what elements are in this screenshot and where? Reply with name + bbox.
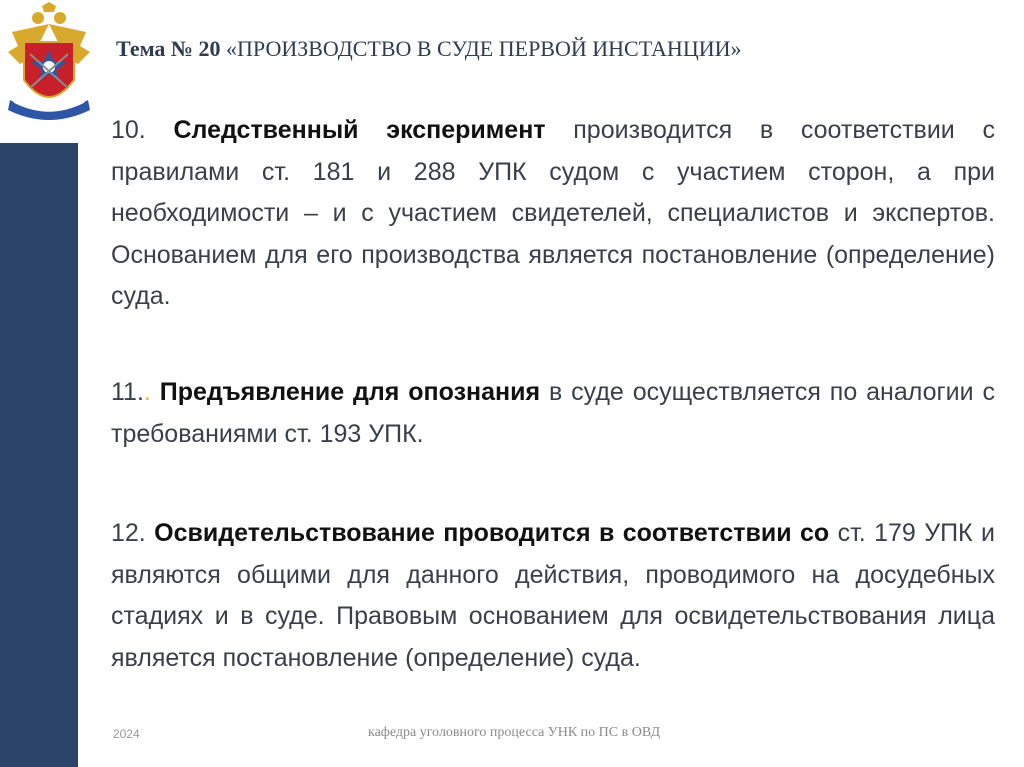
slide-title — [116, 36, 741, 62]
paragraph-term: Освидетельствование проводится в соответствии со — [154, 519, 830, 547]
paragraph-number: 12. — [111, 519, 146, 547]
paragraph-10 — [111, 110, 995, 318]
paragraph-12 — [111, 513, 995, 679]
paragraph-11 — [111, 372, 995, 455]
footer-department: кафедра уголовного процесса УНК по ПС в ОВД — [368, 725, 661, 740]
paragraph-term: Следственный эксперимент — [173, 116, 546, 144]
title-main: «ПРОИЗВОДСТВО В СУДЕ ПЕРВОЙ ИНСТАНЦИИ» — [226, 36, 742, 61]
paragraph-term: Предъявление для опознания — [159, 378, 541, 406]
paragraph-text: в суде осуществляется по аналогии с требованиями ст. 193 УПК. — [111, 378, 995, 448]
eagle-emblem-icon — [4, 2, 94, 126]
footer-year: 2024 — [113, 727, 140, 741]
title-prefix: Тема № 20 — [116, 36, 221, 61]
paragraph-number: 11. — [111, 378, 144, 406]
paragraph-text: производится в соответствии с правилами ст. 181 и 288 УПК судом с участием сторон, а при необходимости – и с участием свидетелей, специалистов и экспертов. Основанием для его производства является постановление (определение) суда. — [111, 116, 995, 310]
paragraph-text: ст. 179 УПК и являются общими для данного действия, проводимого на досудебных стадиях и в суде. Правовым основанием для освидетельствования лица является постановление (определение) суда. — [111, 519, 995, 672]
paragraph-number: 10. — [111, 116, 146, 144]
accent-dot: . — [143, 378, 151, 406]
left-sidebar-bar — [0, 143, 78, 767]
